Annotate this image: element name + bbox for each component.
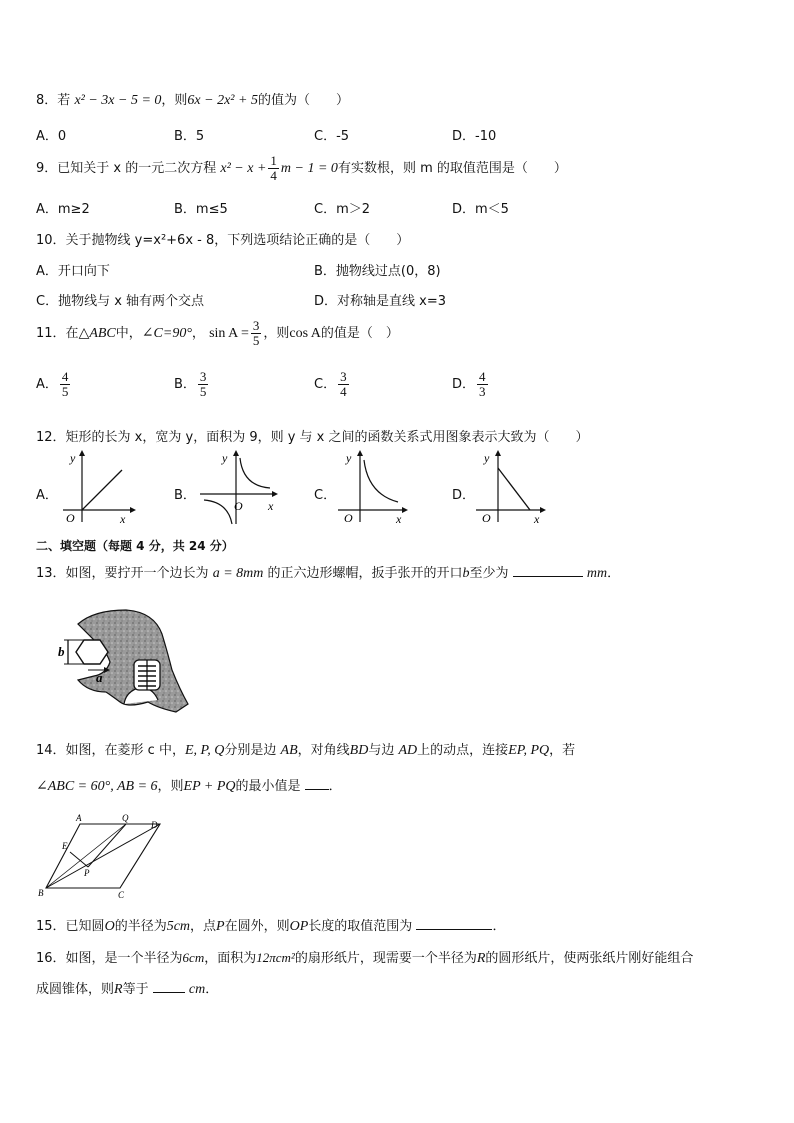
q12-c-origin: O xyxy=(344,511,353,525)
q11-option-d-denominator: 3 xyxy=(479,384,486,399)
q11-triangle: △ABC xyxy=(78,326,116,341)
q12-graph-d[interactable] xyxy=(470,448,550,526)
q11-option-a-fraction xyxy=(60,370,71,399)
q11-cos: cos A xyxy=(289,326,321,341)
q15-text-post: 长度的取值范围为 xyxy=(308,919,413,934)
q12-stem: 12．矩形的长为 x，宽为 y，面积为 9，则 y 与 x 之间的函数关系式用图象表示大致为（ ） xyxy=(36,430,589,445)
q12-graph-a[interactable] xyxy=(58,448,138,526)
q14-text-post2: 的最小值是 xyxy=(235,779,301,794)
q14-text-pre: 14．如图，在菱形 c 中， xyxy=(36,743,185,758)
q12-b-x-label: x xyxy=(268,499,274,513)
q12-b-y-label: y xyxy=(222,451,228,465)
q15-point-p: P xyxy=(216,919,225,934)
q16-area: 12πcm² xyxy=(256,950,295,965)
q9-option-c[interactable]: C．m＞2 xyxy=(314,202,371,217)
q10-option-a[interactable]: A．开口向下 xyxy=(36,264,110,279)
q14-fig-label-a: A xyxy=(76,813,82,823)
q11-option-b-denominator: 5 xyxy=(199,384,207,399)
q9-stem xyxy=(36,154,567,183)
q16-end: ． xyxy=(205,982,219,997)
q12-a-x-label: x xyxy=(120,512,126,526)
q14-text-mid3: 与边 xyxy=(368,743,395,758)
q8-stem xyxy=(36,89,349,109)
q11-text-pre: 在 xyxy=(65,326,79,341)
q8-option-a[interactable]: A．0 xyxy=(36,129,67,144)
q12-d-x-label: x xyxy=(534,512,540,526)
q13-end: ． xyxy=(607,566,621,581)
q13-value: a = 8mm xyxy=(212,566,264,581)
q12-d-y-label: y xyxy=(484,451,490,465)
q13-text-post: 至少为 xyxy=(469,566,509,581)
q8-text-post: 的值为（ ） xyxy=(257,93,349,108)
q16-text-mid3: 等于 xyxy=(122,982,149,997)
q14-text-mid: 分别是边 xyxy=(224,743,277,758)
q12-b-origin: O xyxy=(234,499,243,513)
q11-option-d[interactable] xyxy=(452,370,490,399)
q14-fig-label-d: D xyxy=(151,820,158,830)
q9-option-b[interactable]: B．m≤5 xyxy=(174,202,228,217)
q8-expression: 6x − 2x² + 5 xyxy=(187,93,258,108)
q16-stem-line1 xyxy=(36,947,693,967)
q11-option-a-denominator: 5 xyxy=(61,384,69,399)
q11-option-a-numerator: 4 xyxy=(61,369,69,384)
q9-number: 9． xyxy=(36,161,58,176)
q11-text-post: 的值是（ ） xyxy=(320,326,399,341)
q11-fraction xyxy=(251,319,262,348)
q14-text-post: 上的动点，连接 xyxy=(417,743,509,758)
q8-option-d[interactable]: D．-10 xyxy=(452,129,497,144)
q11-option-c-numerator: 3 xyxy=(340,369,347,384)
q14-side-ab: AB xyxy=(280,743,298,758)
q11-option-b[interactable] xyxy=(174,370,210,399)
q12-c-y-label: y xyxy=(346,451,352,465)
q11-option-d-label: D． xyxy=(452,377,476,392)
q15-stem xyxy=(36,915,505,935)
q11-option-b-fraction xyxy=(198,370,209,399)
q15-text-mid2: ，点 xyxy=(190,919,217,934)
q16-stem-line2 xyxy=(36,978,218,998)
q13-stem xyxy=(36,562,620,582)
q12-option-a-label[interactable]: A． xyxy=(36,488,58,503)
q11-text-mid1: 中， xyxy=(115,326,142,341)
q14-condition: ∠ABC = 60°, AB = 6 xyxy=(36,779,158,794)
q8-option-b[interactable]: B．5 xyxy=(174,129,205,144)
q13-unit: mm xyxy=(586,566,608,581)
q15-circle-o: O xyxy=(104,919,115,934)
q13-text-pre: 如图，要拧开一个边长为 xyxy=(65,566,209,581)
q15-end: ． xyxy=(492,919,506,934)
q14-segments: EP, PQ xyxy=(508,743,550,758)
q14-text-end: ，若 xyxy=(549,743,576,758)
q12-c-x-label: x xyxy=(396,512,402,526)
q12-graph-c[interactable] xyxy=(332,448,412,526)
q13-number: 13． xyxy=(36,566,66,581)
q16-var-r: R xyxy=(476,951,486,966)
q14-text-mid2: ，对角线 xyxy=(297,743,350,758)
q11-option-a-label: A． xyxy=(36,377,58,392)
q9-equation-part1: x² − x + xyxy=(220,161,267,176)
q11-option-a[interactable] xyxy=(36,370,72,399)
q14-text-mid4: ，则 xyxy=(157,779,184,794)
q14-expression: EP + PQ xyxy=(183,779,236,794)
q13-wrench-figure xyxy=(54,604,194,716)
q14-fig-label-q: Q xyxy=(122,813,129,823)
q11-sin: sin A = xyxy=(209,326,249,341)
q15-text-pre: 已知圆 xyxy=(65,919,105,934)
q10-option-c[interactable]: C．抛物线与 x 轴有两个交点 xyxy=(36,294,205,309)
q9-text-pre: 已知关于 x 的一元二次方程 xyxy=(57,161,217,176)
q9-text-post: 有实数根，则 m 的取值范围是（ ） xyxy=(337,161,567,176)
q11-option-d-numerator: 4 xyxy=(479,369,486,384)
q15-segment-op: OP xyxy=(289,919,309,934)
q14-answer-blank[interactable] xyxy=(305,777,329,790)
q11-text-mid3: ，则 xyxy=(263,326,290,341)
q10-option-b[interactable]: B．抛物线过点(0，8) xyxy=(314,264,441,279)
q16-text-pre: 16．如图，是一个半径为 xyxy=(36,951,183,966)
q15-radius: 5cm xyxy=(166,919,191,934)
q10-option-d[interactable]: D．对称轴是直线 x=3 xyxy=(314,294,446,309)
q15-answer-blank[interactable] xyxy=(416,917,492,930)
q16-answer-blank[interactable] xyxy=(153,980,185,993)
q14-fig-label-p: P xyxy=(84,868,90,878)
q14-rhombus-figure xyxy=(36,812,166,898)
q14-points: E, P, Q xyxy=(184,743,225,758)
q11-option-b-label: B． xyxy=(174,377,196,392)
q16-text-post: 的圆形纸片，使两张纸片刚好能组合 xyxy=(485,951,694,966)
q15-text-mid3: 在圆外，则 xyxy=(224,919,290,934)
q8-text-pre: 若 xyxy=(57,93,71,108)
q9-equation-part2: m − 1 = 0 xyxy=(280,161,338,176)
q12-option-b-label[interactable]: B． xyxy=(174,488,196,503)
q12-d-origin: O xyxy=(482,511,491,525)
q16-radius: 6cm xyxy=(182,950,205,965)
q12-a-origin: O xyxy=(66,511,75,525)
q13-text-mid: 的正六边形螺帽，扳手张开的开口 xyxy=(267,566,463,581)
q8-condition: x² − 3x − 5 = 0 xyxy=(74,93,162,108)
q9-fraction-denominator: 4 xyxy=(270,168,277,183)
q14-stem-line1 xyxy=(36,739,575,759)
q16-var-r2: R xyxy=(114,982,123,997)
q16-text-pre2: 成圆锥体，则 xyxy=(36,982,115,997)
q12-a-y-label: y xyxy=(70,451,76,465)
q14-end: ． xyxy=(328,779,342,794)
q14-fig-label-e: E xyxy=(62,841,68,851)
q11-angle: ∠C=90° xyxy=(141,326,192,341)
q15-number: 15． xyxy=(36,919,66,934)
q9-option-a[interactable]: A．m≥2 xyxy=(36,202,90,217)
q14-fig-label-b: B xyxy=(38,888,44,898)
q16-text-mid2: 的扇形纸片，现需要一个半径为 xyxy=(294,951,477,966)
q11-text-mid2: ， xyxy=(191,326,205,341)
section-fill-in-title: 二、填空题（每题 4 分，共 24 分） xyxy=(36,539,234,553)
q11-option-c[interactable] xyxy=(314,370,351,399)
q13-fig-label-b: b xyxy=(58,644,65,659)
q12-graph-b[interactable] xyxy=(196,448,282,526)
q9-option-d[interactable]: D．m＜5 xyxy=(452,202,509,217)
q11-fraction-denominator: 5 xyxy=(252,333,260,348)
q11-number: 11． xyxy=(36,326,66,341)
q12-option-c-label[interactable]: C． xyxy=(314,488,337,503)
q11-option-d-fraction xyxy=(477,370,488,399)
q11-option-c-label: C． xyxy=(314,377,337,392)
q15-text-mid: 的半径为 xyxy=(114,919,167,934)
q10-stem: 10．关于抛物线 y=x²+6x - 8，下列选项结论正确的是（ ） xyxy=(36,233,410,248)
q8-text-mid: ，则 xyxy=(161,93,188,108)
q13-answer-blank[interactable] xyxy=(513,564,583,577)
q11-option-b-numerator: 3 xyxy=(199,369,207,384)
q16-unit: cm xyxy=(188,982,206,997)
q16-text-mid: ，面积为 xyxy=(204,951,257,966)
q11-stem xyxy=(36,319,399,348)
q11-fraction-numerator: 3 xyxy=(252,318,260,333)
q14-diagonal-bd: BD xyxy=(349,743,369,758)
q8-number: 8． xyxy=(36,93,58,108)
q11-option-c-fraction xyxy=(338,370,349,399)
q14-side-ad: AD xyxy=(398,743,418,758)
q13-fig-label-a: a xyxy=(96,670,103,685)
q9-fraction-numerator: 1 xyxy=(270,153,277,168)
q8-option-c[interactable]: C．-5 xyxy=(314,129,350,144)
q9-fraction xyxy=(268,154,279,183)
q14-stem-line2 xyxy=(36,775,342,795)
q11-option-c-denominator: 4 xyxy=(340,384,347,399)
q13-var-b: b xyxy=(462,566,470,581)
q12-option-d-label[interactable]: D． xyxy=(452,488,476,503)
q14-fig-label-c: C xyxy=(118,890,125,898)
